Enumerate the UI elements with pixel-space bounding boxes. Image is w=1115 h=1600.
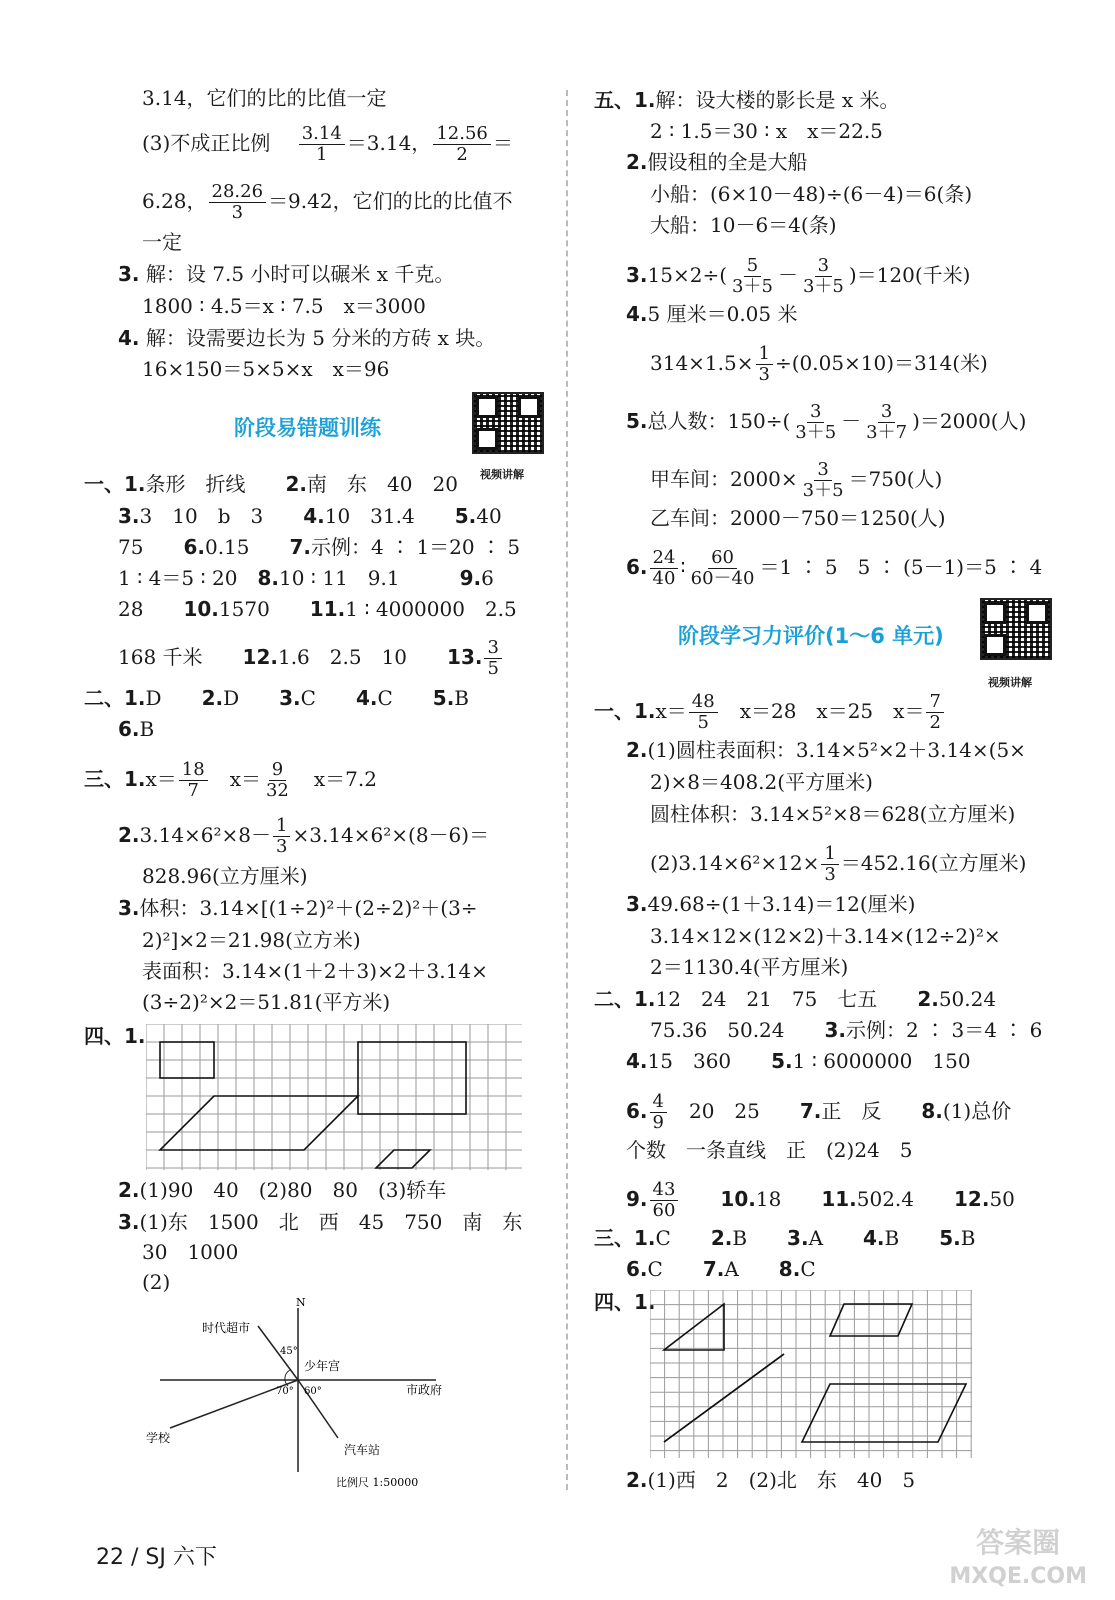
answer-row: 6. $\frac{4}{9}$ 20 25 7.正 反 8.(1)总价 [626,1091,1012,1133]
place-label: 少年宫 [304,1359,341,1373]
place-label: 时代超市 [202,1321,251,1335]
answer-row: 3.15×2÷( $\frac{5}{3+5}$ － $\frac{3}{3+5}$ )＝120(千米) [626,255,971,297]
fraction: $\frac{3}{3+5}$ [802,459,844,501]
text-line: (2)3.14×6²×12× $\frac{1}{3}$ ＝452.16(立方厘米) [650,843,1027,885]
fraction: $\frac{24}{40}$ [650,548,679,589]
fraction: $\frac{1}{3}$ [756,344,773,385]
answer-row: 75 6.0.15 7.示例：4 ∶ 1＝20 ∶ 5 [118,535,521,559]
fraction: $\frac{3}{3+5}$ [802,255,844,297]
text-line: (2) [142,1270,171,1294]
question-4: 4. 解：设需要边长为 5 分米的方砖 x 块。 [118,326,496,350]
answer-row: 2.(1)圆柱表面积：3.14×5²×2＋3.14×(5× [626,738,1026,762]
answer-row: 6. $\frac{24}{40}$ ∶ $\frac{60}{60-40}$ ＝1 ∶ 5 5 ∶ (5－1)＝5 ∶ 4 [626,547,1043,589]
place-label: 学校 [146,1431,171,1445]
answer-row: 75.36 50.24 3.示例：2 ∶ 3＝4 ∶ 6 [650,1018,1043,1042]
qr-code[interactable] [980,598,1052,660]
fraction: $\frac{12.56}{2}$ [433,124,491,165]
text-line: 828.96(立方厘米) [142,864,308,888]
answer-row: 二、1.D 2.D 3.C 4.C 5.B [84,686,469,710]
fraction: $\frac{60}{60-40}$ [690,547,755,589]
fraction: $\frac{48}{5}$ [689,692,718,733]
grid-figure-right [650,1290,972,1458]
column-divider [566,90,568,1490]
watermark: 答案圈 MXQE.COM [949,1526,1087,1589]
text-line: 16×150＝5×5×x x＝96 [142,357,390,381]
answer-row: 四、1. [84,1024,146,1048]
text-line: 6.28， $\frac{28.26}{3}$ ＝9.42，它们的比的比值不 [142,181,513,223]
text-line: 大船：10－6＝4(条) [650,213,837,237]
answer-row: 4.5 厘米＝0.05 米 [626,302,798,326]
small-parallelogram [376,1150,430,1168]
answer-row: 二、1.12 24 21 75 七五 2.50.24 [594,987,997,1011]
place-label: 市政府 [406,1383,443,1397]
text-line: 2 ∶ 1.5＝30 ∶ x x＝22.5 [650,119,883,143]
angle-label: 60° [304,1386,322,1397]
fraction: $\frac{3.14}{1}$ [299,124,345,165]
answer-row: 3.49.68÷(1＋3.14)＝12(厘米) [626,892,916,916]
answer-row: 2.(1)西 2 (2)北 东 40 5 [626,1468,916,1492]
answer-row: 一、1.条形 折线 2.南 东 40 20 [84,472,458,496]
place-label: 汽车站 [344,1443,381,1457]
text-line: 2)×8＝408.2(平方厘米) [650,770,873,794]
fraction: $\frac{9}{32}$ [265,759,289,801]
answer-row: 2.(1)90 40 (2)80 80 (3)轿车 [118,1178,447,1202]
small-parallelogram [830,1304,912,1336]
text-line: 甲车间：2000× $\frac{3}{3+5}$ ＝750(人) [650,459,943,501]
text-line: 个数 一条直线 正 (2)24 5 [626,1138,913,1162]
answer-row: 28 10.1570 11.1 ∶ 4000000 2.5 [118,597,517,621]
text-line: 1800 ∶ 4.5＝x ∶ 7.5 x＝3000 [142,294,426,318]
north-label: N [296,1298,306,1309]
qr-label: 视频讲解 [480,468,524,481]
answer-row: 一、1.x＝ $\frac{48}{5}$ x＝28 x＝25 x＝ $\frac{7}{2}$ [594,692,946,733]
text-line: 表面积：3.14×(1＋2＋3)×2＋3.14× [142,959,488,983]
text-line: (3)不成正比例 $\frac{3.14}{1}$ ＝3.14， $\frac{12.56}{2}$ ＝ [142,123,513,165]
fraction: $\frac{5}{3+5}$ [732,255,773,297]
qr-label: 视频讲解 [988,676,1032,689]
answer-row: 2.假设租的全是大船 [626,150,808,174]
fraction: $\frac{1}{3}$ [273,816,290,857]
fraction: $\frac{3}{3+7}$ [866,401,908,443]
fraction: $\frac{18}{7}$ [179,760,208,801]
answer-row: 4.15 360 5.1 ∶ 6000000 150 [626,1049,971,1073]
text-line: 3.14×12×(12×2)＋3.14×(12÷2)²× [650,924,1001,948]
text-line: 30 1000 [142,1240,239,1264]
scale-label: 比例尺 1:50000 [336,1476,419,1489]
section-header: 阶段学习力评价(1～6 单元) [678,624,944,648]
answer-row: 5.总人数：150÷( $\frac{3}{3+5}$ － $\frac{3}{3+7}$ )＝2000(人) [626,401,1027,443]
text-line: 乙车间：2000－750＝1250(人) [650,506,946,530]
text-line: (3÷2)²×2＝51.81(平方米) [142,990,391,1014]
answer-row: 6.C 7.A 8.C [626,1257,816,1281]
text-line: 314×1.5× $\frac{1}{3}$ ÷(0.05×10)＝314(米) [650,343,988,385]
answer-row: 三、1.C 2.B 3.A 4.B 5.B [594,1226,976,1250]
fraction: $\frac{3}{5}$ [484,638,501,679]
angle-label: 45° [280,1346,298,1357]
answer-row: 3.(1)东 1500 北 西 45 750 南 东 [118,1210,523,1234]
answer-row: 3.3 10 b 3 4.10 31.4 5.40 [118,504,502,528]
question-3: 3. 解：设 7.5 小时可以碾米 x 千克。 [118,262,455,286]
direction-map [140,1298,460,1494]
answer-row: 6.B [118,717,155,741]
grid-figure-left [146,1024,524,1170]
angle-label: 70° [276,1386,294,1397]
fraction: $\frac{43}{60}$ [650,1180,679,1221]
fraction: $\frac{1}{3}$ [821,844,838,885]
text-line: 2)²]×2＝21.98(立方米) [142,928,361,952]
answer-row: 五、1.解：设大楼的影长是 x 米。 [594,88,900,112]
answer-row: 三、1.x＝ $\frac{18}{7}$ x＝ $\frac{9}{32}$ x＝7.2 [84,759,377,801]
section-header: 阶段易错题训练 [234,416,381,440]
text-line: 小船：(6×10－48)÷(6－4)＝6(条) [650,182,973,206]
answer-row: 3.体积：3.14×[(1÷2)²＋(2÷2)²＋(3÷ [118,896,478,920]
fraction: $\frac{28.26}{3}$ [209,182,267,223]
answer-row: 四、1. [594,1290,656,1314]
answer-row: 168 千米 12.1.6 2.5 10 13. $\frac{3}{5}$ [118,638,504,679]
qr-code[interactable] [472,392,544,454]
text-line: 3.14，它们的比的比值一定 [142,86,387,110]
answer-row: 9. $\frac{43}{60}$ 10.18 11.502.4 12.50 [626,1179,1015,1221]
large-parallelogram [160,1096,358,1150]
fraction: $\frac{4}{9}$ [650,1092,667,1133]
text-line: 圆柱体积：3.14×5²×8＝628(立方厘米) [650,802,1016,826]
text-line: 一定 [142,230,182,254]
answer-row: 1 ∶ 4＝5 ∶ 20 8.10 ∶ 11 9.1 9.6 [118,566,494,590]
text-line: 2＝1130.4(平方厘米) [650,955,849,979]
page-footer: 22 / SJ 六下 [96,1545,217,1570]
fraction: $\frac{3}{3+5}$ [795,401,837,443]
fraction: $\frac{7}{2}$ [926,692,943,733]
answer-row: 2.3.14×6²×8－ $\frac{1}{3}$ ×3.14×6²×(8－6)＝ [118,815,490,857]
